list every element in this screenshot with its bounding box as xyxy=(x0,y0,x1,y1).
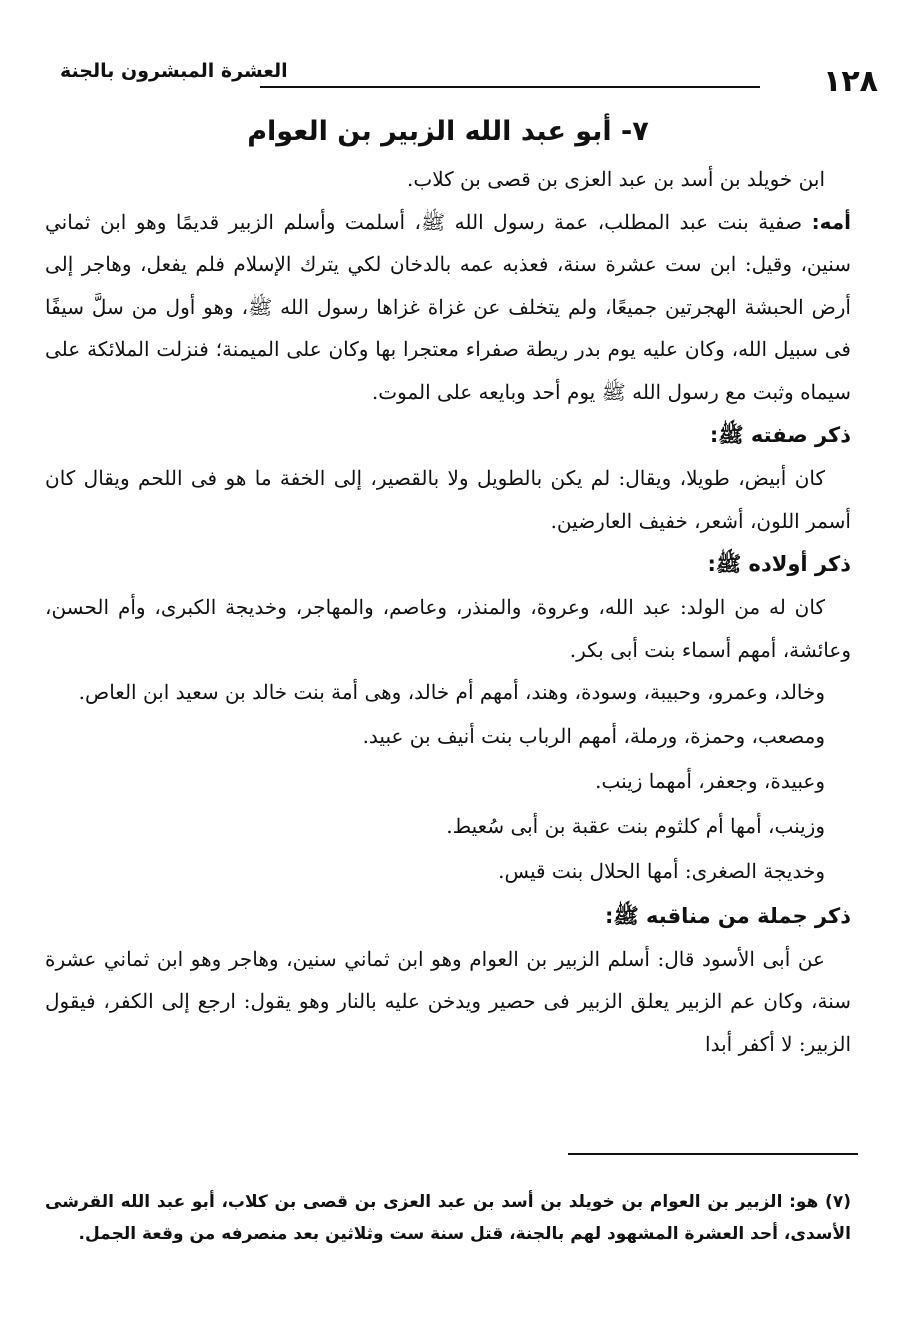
mother-text: صفية بنت عبد المطلب، عمة رسول الله ﷺ، أسلمت وأسلم الزبير قديمًا وهو ابن ثماني سنين، وقيل: ابن ست عشرة سنة، فعذبه عمه بالدخان لكي يترك الإسلام فلم يفعل، وهاجر إلى أرض الحبشة الهجرتين جميعًا، ولم يتخلف عن غزاة غزاها رسول الله ﷺ، وهو أول من سلَّ سيفًا فى سبيل الله، وكان عليه يوم بدر ريطة صفراء معتجرا بها وكان على الميمنة؛ فنزلت الملائكة على سيماه وثبت مع رسول الله ﷺ يوم أحد وبايعه على الموت. xyxy=(45,209,851,404)
running-header xyxy=(30,56,890,99)
footnote-rule xyxy=(568,1153,858,1155)
children-list xyxy=(45,714,851,894)
running-title: العشرة المبشرون بالجنة xyxy=(60,60,288,82)
children-heading: ذكر أولاده ﷺ: xyxy=(707,552,851,576)
section-title: ٧- أبو عبد الله الزبير بن العوام xyxy=(247,116,649,147)
page-number: ١٢٨ xyxy=(823,64,878,99)
children-line: وزينب، أمها أم كلثوم بنت عقبة بن أبى سُعيط. xyxy=(446,813,825,838)
virtues-paragraph: عن أبى الأسود قال: أسلم الزبير بن العوام وهو ابن ثماني سنين، وهاجر وهو ابن ثماني عشرة سنة، وكان عم الزبير يعلق الزبير فى حصير ويدخن عليه بالنار وهو يقول: ارجع إلى الكفر، فيقول الزبير: لا أكفر أبدا xyxy=(45,946,851,1056)
children-line: وعبيدة، وجعفر، أمهما زينب. xyxy=(595,768,825,793)
mother-label: أمه: xyxy=(811,209,852,234)
children-second-paragraph: وخالد، وعمرو، وحبيبة، وسودة، وهند، أمهم أم خالد، وهى أمة بنت خالد بن سعيد ابن العاص. xyxy=(78,680,825,704)
lineage-paragraph: ابن خويلد بن أسد بن عبد العزى بن قصى بن كلاب. xyxy=(407,167,825,191)
virtues-heading: ذكر جملة من مناقبه ﷺ: xyxy=(604,903,851,928)
description-paragraph: كان أبيض، طويلا، ويقال: لم يكن بالطويل ولا بالقصير، إلى الخفة ما هو فى اللحم ويقال كان أسمر اللون، أشعر، خفيف العارضين. xyxy=(45,466,851,533)
footnote: (٧) هو: الزبير بن العوام بن خويلد بن أسد بن عبد العزى بن قصى بن كلاب، أبو عبد الله القرشى الأسدى، أحد العشرة المشهود لهم بالجنة، قتل سنة ست وثلاثين بعد منصرفه من وقعة الجمل. xyxy=(45,1192,851,1244)
description-heading: ذكر صفته ﷺ: xyxy=(709,423,851,447)
mother-paragraph xyxy=(45,201,851,414)
header-rule xyxy=(260,86,760,88)
main-content xyxy=(45,112,851,1065)
children-intro-paragraph: كان له من الولد: عبد الله، وعروة، والمنذر، وعاصم، والمهاجر، وخديجة الكبرى، وأم الحسن، وعائشة، أمهم أسماء بنت أبى بكر. xyxy=(45,595,851,662)
children-line: ومصعب، وحمزة، ورملة، أمهم الرباب بنت أنيف بن عبيد. xyxy=(362,723,825,748)
children-line: وخديجة الصغرى: أمها الحلال بنت قيس. xyxy=(498,858,825,883)
